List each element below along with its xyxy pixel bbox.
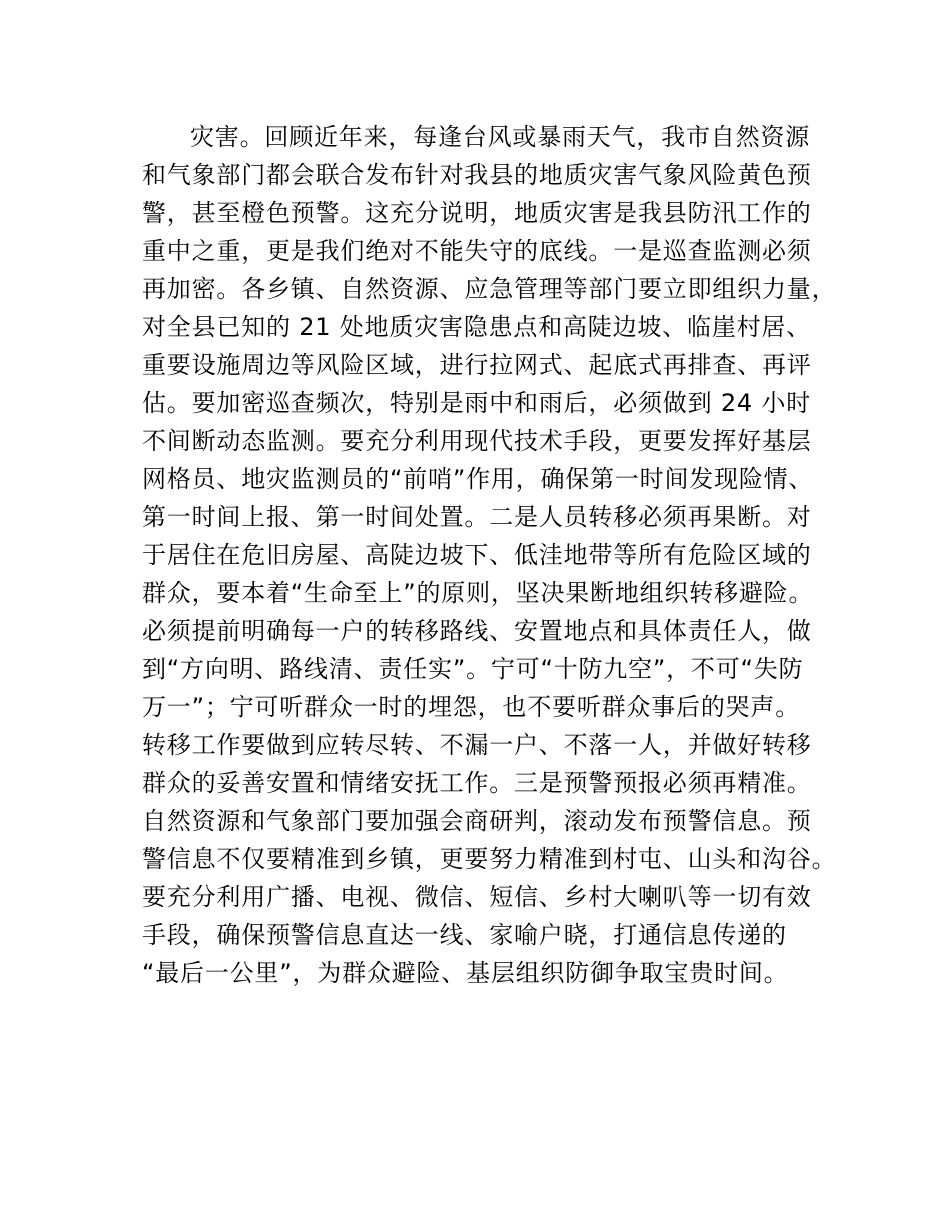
paragraph-line: 第一时间上报、第一时间处置。二是人员转移必须再果断。对: [142, 503, 812, 531]
body-paragraph: [142, 118, 842, 992]
paragraph-line: 手段，确保预警信息直达一线、家喻户晓，打通信息传递的: [142, 921, 787, 949]
paragraph-line: 网格员、地灾监测员的“前哨”作用，确保第一时间发现险情、: [142, 465, 814, 493]
paragraph-line: 不间断动态监测。要充分利用现代技术手段，更要发挥好基层: [142, 427, 812, 455]
paragraph-line: 于居住在危旧房屋、高陡边坡下、低洼地带等所有危险区域的: [142, 541, 812, 569]
paragraph-line: 转移工作要做到应转尽转、不漏一户、不落一人，并做好转移: [142, 731, 812, 759]
paragraph-line: 警信息不仅要精准到乡镇，更要努力精准到村屯、山头和沟谷。: [142, 845, 837, 873]
paragraph-line: 必须提前明确每一户的转移路线、安置地点和具体责任人，做: [142, 617, 812, 645]
paragraph-line: 自然资源和气象部门要加强会商研判，滚动发布预警信息。预: [142, 807, 812, 835]
paragraph-line: 对全县已知的 21 处地质灾害隐患点和高陡边坡、临崖村居、: [142, 313, 811, 341]
paragraph-line: 灾害。回顾近年来，每逢台风或暴雨天气，我市自然资源: [190, 123, 810, 151]
paragraph-line: “最后一公里”，为群众避险、基层组织防御争取宝贵时间。: [142, 959, 789, 987]
paragraph-line: 估。要加密巡查频次，特别是雨中和雨后，必须做到 24 小时: [142, 389, 811, 417]
paragraph-line: 重中之重，更是我们绝对不能失守的底线。一是巡查监测必须: [142, 237, 812, 265]
paragraph-line: 群众的妥善安置和情绪安抚工作。三是预警预报必须再精准。: [142, 769, 812, 797]
paragraph-line: 到“方向明、路线清、责任实”。宁可“十防九空”，不可“失防: [142, 655, 804, 683]
paragraph-line: 和气象部门都会联合发布针对我县的地质灾害气象风险黄色预: [142, 161, 812, 189]
paragraph-line: 再加密。各乡镇、自然资源、应急管理等部门要立即组织力量，: [142, 275, 837, 303]
paragraph-line: 万一”；宁可听群众一时的埋怨，也不要听群众事后的哭声。: [142, 693, 801, 721]
paragraph-line: 警，甚至橙色预警。这充分说明，地质灾害是我县防汛工作的: [142, 199, 812, 227]
paragraph-line: 群众，要本着“生命至上”的原则，坚决果断地组织转移避险。: [142, 579, 814, 607]
paragraph-line: 要充分利用广播、电视、微信、短信、乡村大喇叭等一切有效: [142, 883, 812, 911]
paragraph-line: 重要设施周边等风险区域，进行拉网式、起底式再排查、再评: [142, 351, 812, 379]
